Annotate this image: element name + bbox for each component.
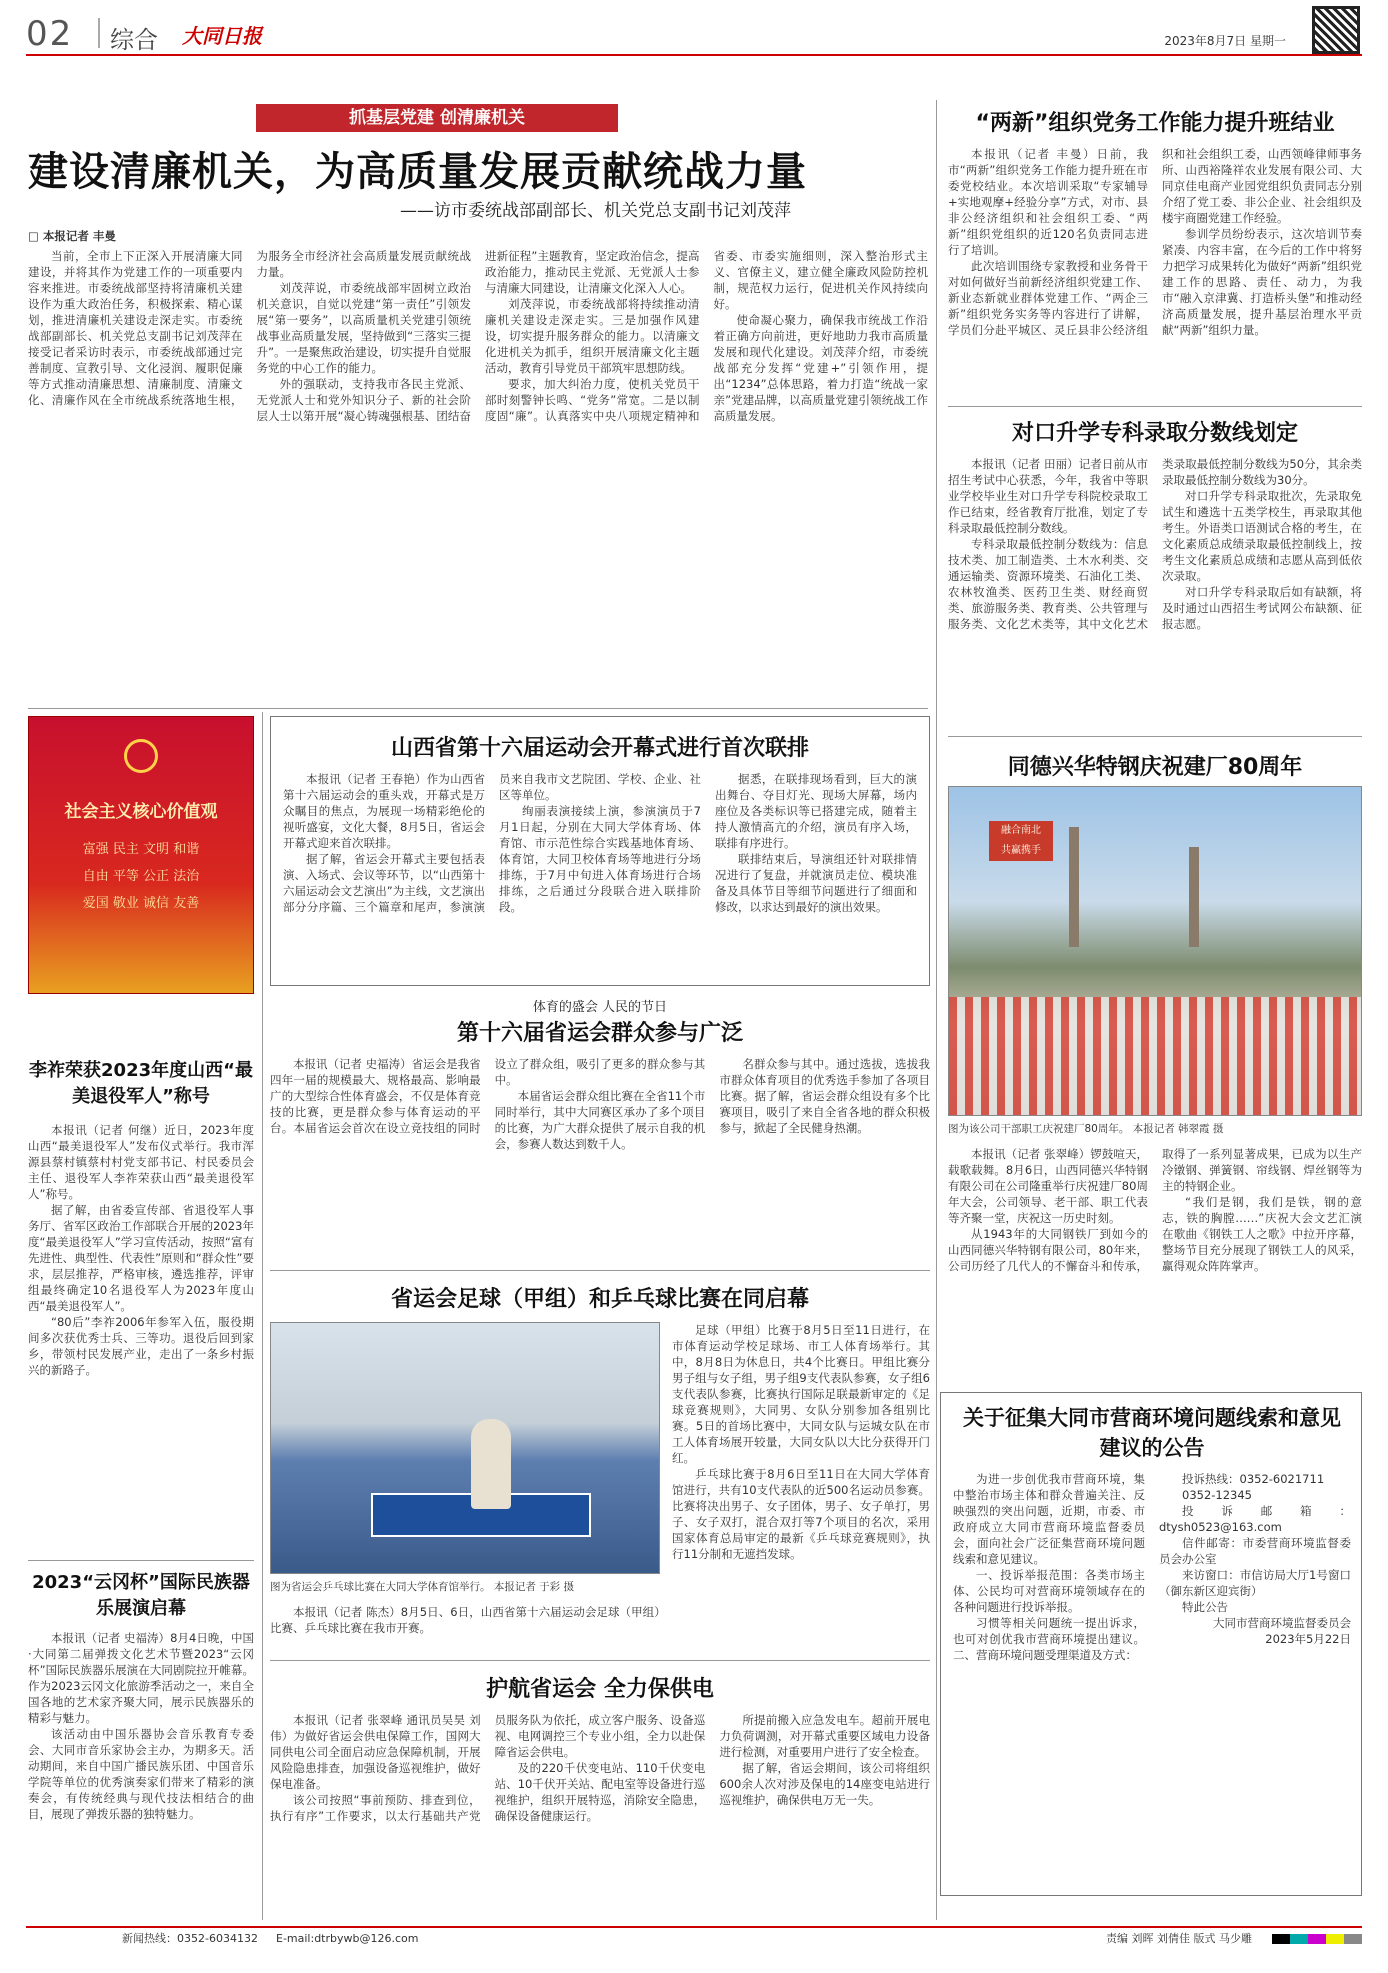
a1-subtitle: ——访市委统战部副部长、机关党总支副书记刘茂萍	[400, 201, 791, 221]
paragraph: 名群众参与其中。通过选拔，选拔我市群众体育项目的优秀选手参加了各项目比赛。据了解，省运会群众组设有多个比赛项目，吸引了来自全省各地的群众积极参与，掀起了全民健身热潮。	[719, 1057, 930, 1135]
paragraph: 据了解，由省委宣传部、省退役军人事务厅、省军区政治工作部联合开展的2023年度“最美退役军人”学习宣传活动，按照“富有先进性、典型性、代表性”原则和“群众性”要求，层层推荐，严格审核，遴选推荐，评审组最终确定10名退役军人为2023年度山西“最美退役军人”。	[28, 1203, 254, 1313]
a3-body	[948, 456, 1362, 728]
footer-email: E-mail:dtrbywb@126.com	[276, 1932, 419, 1945]
poster-line: 富强 民主 文明 和谐	[82, 842, 200, 857]
paragraph: 刘茂萍说，市委统战部将持续推动清廉机关建设走深走实。三是加强作风建设，切实提升服务群众的能力。以清廉文化进机关为抓手，组织开展清廉文化主题活动，教育引导党员干部筑牢思想防线。	[485, 297, 700, 375]
factory-photo	[948, 786, 1362, 1116]
paragraph: 该活动由中国乐器协会音乐教育专委会、大同市音乐家协会主办，为期多天。活动期间，来自中国广播民族乐团、中国音乐学院等单位的优秀演奏家们带来了精彩的演奏会，有传统经典与现代技法相结合的曲目，展现了弹拨乐器的独特魅力。	[28, 1727, 254, 1821]
a7-title: 李祚荣获2023年度山西“最美退役军人”称号	[29, 1060, 253, 1107]
sign-text: 南北	[1021, 825, 1041, 836]
paragraph: 本报讯（记者 史福涛）省运会是我省四年一届的规模最大、规格最高、影响最广的大型综合性体育盛会，不仅是体育竞技的比赛，更是群众参与体育运动的平台。本届省运会首次在设立竞技组的同时设立了群众组，吸引了更多的群众参与其中。	[270, 1057, 706, 1135]
paragraph: 从1943年的大同钢铁厂到如今的山西同德兴华特钢有限公司，80年来，公司历经了几代人的不懈奋斗和传承，取得了一系列显著成果，已成为以生产冷镦钢、弹簧钢、帘线钢、焊丝钢等为主的特钢企业。	[948, 1147, 1362, 1273]
paragraph: 及的220千伏变电站、110千伏变电站、10千伏开关站、配电室等设备进行巡视维护，组织开展特巡，消除安全隐患，确保设备健康运行。	[494, 1761, 706, 1823]
footer-editors: 责编 刘晖 刘倩佳 版式 马少雕	[1106, 1932, 1252, 1945]
divider	[270, 1660, 930, 1661]
paragraph: 参训学员纷纷表示，这次培训节奏紧凑、内容丰富，在今后的工作中将努力把学习成果转化为做好“两新”组织党建工作的思路、责任、动力，为我市“融入京津冀、打造桥头堡”和推动经济高质量发展，提升基层治理水平贡献“两新”组织力量。	[1162, 227, 1362, 337]
a9-body	[672, 1322, 930, 1652]
paragraph: 本报讯（记者 何继）近日，2023年度山西“最美退役军人”发布仪式举行。我市浑源县蔡村镇蔡村村党支部书记、村民委员会主任、退役军人李祚荣获山西“最美退役军人”称号。	[28, 1123, 254, 1201]
a4-title: 山西省第十六届运动会开幕式进行首次联排	[390, 736, 809, 761]
contact-line: 0352-12345	[1182, 1488, 1252, 1502]
poster-line: 爱国 敬业 诚信 友善	[82, 896, 200, 911]
kicker-text: 抓基层党建 创清廉机关	[349, 108, 525, 128]
sign-text: 共赢	[1001, 845, 1021, 856]
paragraph: 据了解，省运会开幕式主要包括表演、入场式、会议等环节，以“山西第十六届运动会文艺演出”为主线，文艺演出部分分序篇、三个篇章和尾声，参演演员来自我市文艺院团、学校、企业、社区等单位。	[283, 772, 701, 914]
player	[471, 1419, 511, 1509]
divider	[948, 736, 1362, 737]
notice-box	[940, 1392, 1362, 1896]
paragraph: 专科录取最低控制分数线为：信息技术类、加工制造类、土木水利类、交通运输类、资源环境类、石油化工类、农林牧渔类、医药卫生类、财经商贸类、旅游服务类、教育类、公共管理与服务类、文化艺术类等，其中文化艺术类录取最低控制分数线为50分，其余类录取最低控制分数线为30分。	[948, 457, 1362, 631]
notice-date: 2023年5月22日	[1265, 1632, 1351, 1646]
chimney	[1189, 847, 1199, 947]
column-divider	[936, 100, 937, 1920]
column-divider	[262, 712, 263, 1920]
a2-title: “两新”组织党务工作能力提升班结业	[975, 111, 1335, 136]
a6-kicker: 体育的盛会 人民的节日	[532, 1000, 668, 1015]
a3-title: 对口升学专科录取分数线划定	[1011, 421, 1298, 446]
page-number: 02	[26, 14, 74, 54]
a11-title: 关于征集大同市营商环境问题线索和意见建议的公告	[963, 1406, 1341, 1460]
paragraph: 该公司按照“事前预防、排查到位，执行有序”工作要求，以太行基础共产党员服务队为依托，成立客户服务、设备巡视、电网调控三个专业小组，全力以赴保障省运会供电。	[270, 1713, 706, 1823]
paragraph: 所提前搬入应急发电车。超前开展电力负荷调测，对开幕式重要区域电力设备进行检测，对重要用户进行了安全检查。	[719, 1713, 930, 1759]
paragraph: 联排结束后，导演组还针对联排情况进行了复盘，并就演员走位、模块准备及具体节目等细节问题进行了细面和修改，以求达到最好的演出效果。	[715, 852, 917, 914]
paper-logo: 大同日报	[182, 24, 262, 48]
paragraph: 使命凝心聚力，确保我市统战工作沿着正确方向前进，更好地助力我市高质量发展和现代化建设。刘茂萍介绍，市委统战部充分发挥“党建+”引领作用，提出“1234”总体思路，着力打造“统战一家亲”党建品牌，以高质量党建引领统战工作高质量发展。	[713, 313, 928, 423]
paragraph: 当前，全市上下正深入开展清廉大同建设，并将其作为党建工作的一项重要内容来推进。市委统战部坚持将清廉机关建设作为重大政治任务，积极探索、精心谋划，推进清廉机关建设走深走实。市委统战部副部长、机关党总支副书记刘茂萍在接受记者采访时表示，市委统战部通过完善制度、宣教引导、文化浸润、履职促廉等方式推动清廉思想、清廉制度、清廉文化、清廉作风在全市统战系统落地生根，为服务全市经济社会高质量发展贡献统战力量。	[28, 249, 471, 407]
a11-body	[953, 1471, 1351, 1883]
paragraph: 足球（甲组）比赛于8月5日至11日进行，在市体育运动学校足球场、市工人体育场举行。其中，8月8日为休息日，共4个比赛日。甲组比赛分男子组与女子组，男子组9支代表队参赛，女子组6支代表队参赛，比赛执行国际足联最新审定的《足球竞赛规则》，大同男、女队分别参加各组别比赛。5日的首场比赛中，大同女队与运城女队在市工人体育场展开较量，大同女队以大比分获得开门红。	[672, 1323, 930, 1465]
paragraph: 为进一步创优我市营商环境，集中整治市场主体和群众普遍关注、反映强烈的突出问题，近期，市委、市政府成立大同市营商环境监督委员会，面向社会广泛征集营商环境问题线索和意见建议。	[953, 1472, 1145, 1566]
paragraph: 一、投诉举报范围：各类市场主体、公民均可对营商环境领域存在的各种问题进行投诉举报。	[953, 1568, 1145, 1614]
paragraph: 本报讯（记者 张翠峰 通讯员吴昊 刘伟）为做好省运会供电保障工作，国网大同供电公司全面启动应急保障机制，开展风险隐患排查，加强设备巡视维护，做好保电准备。	[270, 1713, 481, 1791]
contact-line: 投诉热线：0352-6021711	[1182, 1472, 1325, 1486]
contact-line: 信件邮寄：市委营商环境监督委员会办公室	[1159, 1536, 1351, 1566]
paragraph: 对口升学专科录取批次，先录取免试生和遴选十五类学校生，再录取其他考生。外语类口语测试合格的考生，在文化素质总成绩录取最低控制线上，按考生文化素质总成绩和志愿从高到低依次录取。	[1162, 489, 1362, 583]
crowd	[949, 997, 1362, 1116]
news-hotline: 新闻热线：0352-6034132	[122, 1932, 258, 1945]
a9-byline: 本报讯（记者 陈杰）8月5日、6日，山西省第十六届运动会足球（甲组）比赛、乒乓球比赛在我市开赛。	[270, 1605, 660, 1635]
paragraph: 绚丽表演接续上演，参演演员于7月1日起，分别在大同大学体育场、体育馆、市示范性综合实践基地体育场、体育馆，大同卫校体育场等地进行分场排练，于7月中旬进入体育场进行合场排练，之后通过分段联合进入联排阶段。	[499, 804, 701, 914]
divider	[28, 708, 928, 709]
paragraph: “我们是钢，我们是铁，钢的意志，铁的胸膛……”庆祝大会文艺汇演在歌曲《钢铁工人之歌》中拉开序幕，整场节目充分展现了钢铁工人的风采，赢得观众阵阵掌声。	[1162, 1195, 1362, 1273]
a1-title: 建设清廉机关，为高质量发展贡献统战力量	[28, 149, 807, 195]
divider	[28, 1560, 254, 1561]
paragraph: 习惯等相关问题统一提出诉求，也可对创优我市营商环境提出建议。二、营商环境问题受理渠道及方式：	[953, 1616, 1145, 1662]
paragraph: 本报讯（记者 史福涛）8月4日晚，中国·大同第二届弹拨文化艺术节暨2023“云冈杯”国际民族器乐展演在大同剧院拉开帷幕。作为2023云冈文化旅游季活动之一，来自全国各地的艺术家齐聚大同，展示民族器乐的精彩与魅力。	[28, 1631, 254, 1725]
divider	[270, 1270, 930, 1271]
a6-title: 第十六届省运会群众参与广泛	[456, 1021, 743, 1046]
section-divider	[98, 18, 100, 48]
sign-text: 携手	[1021, 845, 1041, 856]
paragraph: 本报讯（记者 田丽）记者日前从市招生考试中心获悉，今年，我省中等职业学校毕业生对口升学专科院校录取工作已结束，经省教育厅批准，划定了专科录取最低控制分数线。	[948, 457, 1148, 535]
a5-title: 同德兴华特钢庆祝建厂80周年	[1007, 755, 1303, 780]
a5-caption: 图为该公司干部职工庆祝建厂80周年。 本报记者 韩翠霞 摄	[948, 1123, 1224, 1135]
sports-box	[270, 716, 930, 986]
a9-title: 省运会足球（甲组）和乒乓球比赛在同启幕	[390, 1287, 809, 1312]
a7-body	[28, 1122, 254, 1554]
masthead	[26, 10, 1362, 56]
contact-line: 投诉邮箱：dtysh0523@163.com	[1159, 1504, 1351, 1534]
paragraph: 要求，加大纠治力度，使机关党员干部时刻警钟长鸣、“党务”常宽。二是以制度固“廉”。认真落实中央八项规定精神和省委、市委实施细则，深入整治形式主义、官僚主义，建立健全廉政风险防控机制，规范权力运行，促进机关作风持续向好。	[485, 249, 928, 423]
paragraph: “80后”李祚2006年参军入伍，服役期间多次获优秀士兵、三等功。退役后回到家乡，带领村民发展产业，走出了一条乡村振兴的新路子。	[28, 1315, 254, 1377]
a8-title: 2023“云冈杯”国际民族器乐展演启幕	[32, 1572, 250, 1619]
color-bar	[1272, 1934, 1362, 1944]
issue-date: 2023年8月7日 星期一	[1164, 34, 1286, 48]
kicker-banner	[256, 104, 618, 132]
poster-title: 社会主义核心价值观	[64, 802, 218, 822]
qr-code-icon	[1312, 6, 1360, 54]
contact-line: 来访窗口：市信访局大厅1号窗口（御东新区迎宾街）	[1159, 1568, 1351, 1598]
a5-body	[948, 1146, 1362, 1376]
paragraph: 对口升学专科录取后如有缺额，将及时通过山西招生考试网公布缺额、征报志愿。	[1162, 585, 1362, 631]
paragraph: 据了解，省运会期间，该公司将组织600余人次对涉及保电的14座变电站进行巡视维护，确保供电万无一失。	[719, 1761, 930, 1807]
paragraph: 乒乓球比赛于8月6日至11日在大同大学体育馆进行，共有10支代表队的近500名运动员参赛。比赛将决出男子、女子团体，男子、女子单打，男子、女子双打，混合双打等7个项目的名次，采用国家体育总局审定的最新《乒乓球竞赛规则》，执行11分制和无遮挡发球。	[672, 1467, 930, 1561]
paragraph: 本报讯（记者 王春艳）作为山西省第十六届运动会的重头戏，开幕式是万众瞩目的焦点，为展现一场精彩绝伦的视听盛宴，文化大餐，8月5日，省运会开幕式迎来首次联排。	[283, 772, 485, 850]
pingpong-photo	[270, 1322, 660, 1574]
paragraph: 据悉，在联排现场看到，巨大的演出舞台、夺目灯光、现场大屏幕，场内座位及各类标识等已搭建完成，随着主持人激情高亢的介绍，演员有序入场，联排有序进行。	[715, 772, 917, 850]
paragraph: 本届省运会群众组比赛在全省11个市同时举行，其中大同赛区承办了多个项目的比赛，为广大群众提供了展示自我的机会，参赛人数达到数千人。	[494, 1089, 706, 1151]
sign-text: 融合	[1001, 825, 1021, 836]
paragraph: 此次培训围绕专家教授和业务骨干对如何做好当前新经济组织党建工作、新业态新就业群体党建工作、“两企三新”组织党务实务等内容进行了讲解，学员们分赴平城区、灵丘县非公经济组织和社会组织工委，山西领峰律师事务所、山西裕隆祥农业发展有限公司、大同京佳电商产业园党组织负责同志分别介绍了党工委、非公企业、社会组织及楼宇商圈党建工作经验。	[948, 147, 1362, 337]
party-emblem-icon	[124, 739, 158, 773]
a10-body	[270, 1712, 930, 1912]
paragraph: 外的强联动，支持我市各民主党派、无党派人士和党外知识分子、新的社会阶层人士以第开展“凝心铸魂强根基、团结奋进新征程”主题教育，坚定政治信念，提高政治能力，推动民主党派、无党派人士参与清廉大同建设，让清廉文化深入人心。	[256, 249, 700, 423]
a9-caption: 图为省运会乒乓球比赛在大同大学体育馆举行。 本报记者 于彩 摄	[270, 1581, 575, 1593]
chimney	[1069, 827, 1079, 947]
a4-body	[283, 771, 917, 975]
paragraph: 本报讯（记者 张翠峰）锣鼓喧天，载歌载舞。8月6日，山西同德兴华特钢有限公司在公司隆重举行庆祝建厂80周年大会，公司领导、老干部、职工代表等齐聚一堂，庆祝这一历史时刻。	[948, 1147, 1148, 1225]
paragraph: 本报讯（记者 丰曼）日前，我市“两新”组织党务工作能力提升班在市委党校结业。本次培训采取“专家辅导+实地观摩+经验分享”方式，对市、县非公经济组织和社会组织工委、“两新”组织党组织的近120名负责同志进行了培训。	[948, 147, 1148, 257]
divider	[948, 406, 1362, 407]
a1-byline: □ 本报记者 丰曼	[28, 229, 116, 243]
a10-title: 护航省运会 全力保供电	[486, 1677, 714, 1702]
notice-issuer: 大同市营商环境监督委员会	[1213, 1616, 1351, 1630]
section-name: 综合	[110, 26, 158, 54]
poster-line: 自由 平等 公正 法治	[82, 869, 200, 884]
slogan-sign	[989, 821, 1053, 861]
a6-body	[270, 1056, 930, 1260]
values-poster	[28, 716, 254, 994]
footer	[26, 1926, 1362, 1952]
a8-body	[28, 1630, 254, 1912]
a1-body	[28, 248, 928, 700]
a2-body	[948, 146, 1362, 400]
notice-closing: 特此公告	[1182, 1600, 1228, 1614]
paragraph: 刘茂萍说，市委统战部牢固树立政治机关意识，自觉以党建“第一责任”引领发展“第一要务”，以高质量机关党建引领统战事业高质量发展，坚持做到“三落实三提升”。一是聚焦政治建设，切实提升自觉服务党的中心工作的能力。	[256, 281, 471, 375]
